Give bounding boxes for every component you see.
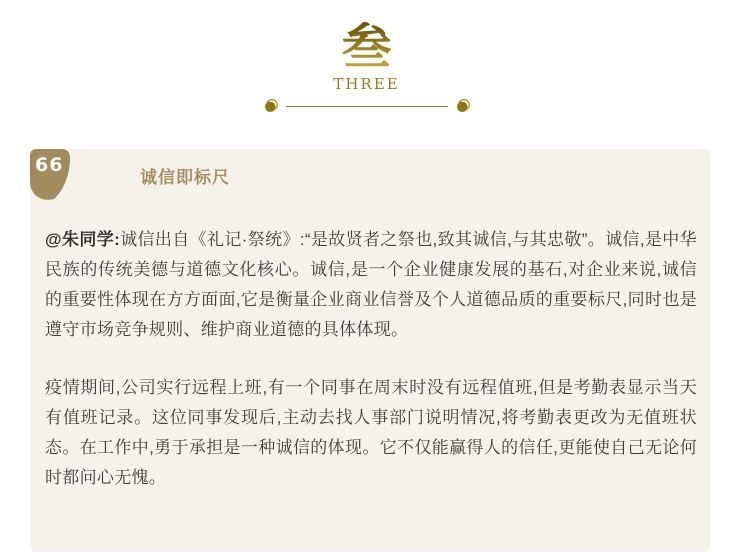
card-title: 诚信即标尺: [140, 168, 230, 187]
paragraph-1-text: 诚信出自《礼记·祭统》:“是故贤者之祭也,致其诚信,与其忠敬”。诚信,是中华民族的传统美德与道德文化核心。诚信,是一个企业健康发展的基石,对企业来说,诚信的重要性体现在方方面面,它是衡量企业商业信誉及个人道德品质的重要标尺,同时也是遵守市场竞争规则、维护商业道德的具体体现。: [45, 230, 697, 339]
quote-icon: 66: [35, 154, 64, 176]
author-mention: @朱同学:: [45, 230, 121, 249]
section-number-glyph: 叁: [341, 19, 392, 75]
quote-badge: [30, 149, 70, 201]
content-card: [30, 149, 710, 552]
section-header: [0, 0, 733, 113]
section-number-label: THREE: [333, 75, 400, 93]
ornament-circle-right-icon: [456, 99, 470, 113]
divider-line: [286, 106, 448, 107]
paragraph-2: 疫情期间,公司实行远程上班,有一个同事在周末时没有远程值班,但是考勤表显示当天有值班记录。这位同事发现后,主动去找人事部门说明情况,将考勤表更改为无值班状态。在工作中,勇于承担是一种诚信的体现。它不仅能赢得人的信任,更能使自己无论何时都问心无愧。: [45, 378, 697, 487]
ornament-divider: [0, 99, 733, 113]
paragraph-1: [45, 225, 697, 345]
ornament-circle-left-icon: [264, 99, 278, 113]
